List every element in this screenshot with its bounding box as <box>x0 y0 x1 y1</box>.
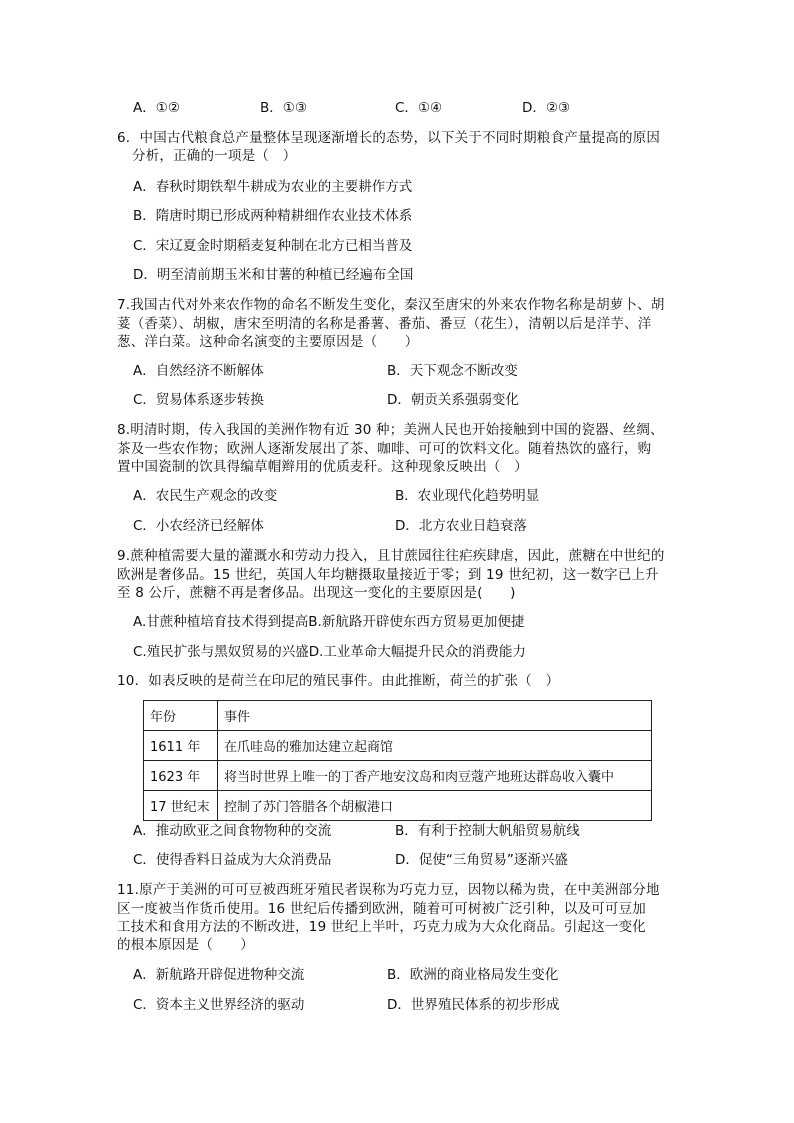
table-cell-event: 在爪哇岛的雅加达建立起商馆 <box>218 731 652 761</box>
q8-option-d: D．北方农业日趋衰落 <box>395 518 527 534</box>
q11-stem-line-2: 区一度被当作货币使用。16 世纪后传播到欧洲，随着可可树被广泛引种，以及可可豆加 <box>117 901 646 917</box>
q11-option-b: B．欧洲的商业格局发生变化 <box>387 967 559 983</box>
q8-option-b: B．农业现代化趋势明显 <box>395 488 540 504</box>
q6-option-c: C．宋辽夏金时期稻麦复种制在北方已相当普及 <box>133 238 413 254</box>
q6-option-a: A．春秋时期铁犁牛耕成为农业的主要耕作方式 <box>133 179 413 195</box>
q10-option-a: A．推动欧亚之间食物物种的交流 <box>133 823 332 839</box>
q7-option-b: B．天下观念不断改变 <box>387 363 518 379</box>
q8-stem-line-1: 8.明清时期，传入我国的美洲作物有近 30 种；美洲人民也开始接触到中国的瓷器、丝绸、 <box>117 422 664 438</box>
table-header-year: 年份 <box>144 701 218 731</box>
q9-stem-line-2: 欧洲是奢侈品。15 世纪，英国人年均糖摄取量接近于零；到 19 世纪初，这一数字已上升 <box>117 567 659 583</box>
q7-option-a: A．自然经济不断解体 <box>133 363 264 379</box>
q8-stem-line-3: 置中国瓷制的饮具得编草帽辫用的优质麦秆。这种现象反映出（ ） <box>117 459 528 475</box>
q5-option-d: D．②③ <box>522 100 571 116</box>
q6-stem-line-1: 6．中国古代粮食总产量整体呈现逐渐增长的态势，以下关于不同时期粮食产量提高的原因 <box>117 130 661 146</box>
q6-option-b: B．隋唐时期已形成两种精耕细作农业技术体系 <box>133 208 413 224</box>
q10-option-d: D．促使“三角贸易”逐渐兴盛 <box>395 852 568 868</box>
q9-option-ab: A.甘蔗种植培育技术得到提高B.新航路开辟使东西方贸易更加便捷 <box>133 614 525 630</box>
q6-option-d: D．明至清前期玉米和甘薯的种植已经遍布全国 <box>133 267 414 283</box>
q5-option-b: B．①③ <box>260 100 307 116</box>
q11-stem-line-4: 的根本原因是（ ） <box>117 937 254 953</box>
q8-option-a: A．农民生产观念的改变 <box>133 488 278 504</box>
table-cell-event: 将当时世界上唯一的丁香产地安汶岛和肉豆蔻产地班达群岛收入囊中 <box>218 761 652 791</box>
q5-option-a: A．①② <box>133 100 180 116</box>
table-row <box>144 791 652 821</box>
colonial-events-table <box>143 700 652 821</box>
q7-stem-line-2: 荽（香菜）、胡椒，唐宋至明清的名称是番薯、番茄、番豆（花生），清朝以后是洋芋、洋 <box>117 316 652 332</box>
q9-stem-line-3: 至 8 公斤，蔗糖不再是奢侈品。出现这一变化的主要原因是( ) <box>117 585 516 601</box>
q8-stem-line-2: 茶及一些农作物；欧洲人逐渐发展出了茶、咖啡、可可的饮料文化。随着热饮的盛行，购 <box>117 441 652 457</box>
q9-stem-line-1: 9.蔗种植需要大量的灌溉水和劳动力投入，且甘蔗园往往疟疾肆虐，因此，蔗糖在中世纪的 <box>117 548 665 564</box>
q7-stem-line-3: 葱、洋白菜。这种命名演变的主要原因是（ ） <box>117 334 419 350</box>
q11-option-c: C．资本主义世界经济的驱动 <box>133 997 305 1013</box>
q11-option-d: D．世界殖民体系的初步形成 <box>387 997 560 1013</box>
q7-option-d: D．朝贡关系强弱变化 <box>387 392 519 408</box>
table-row <box>144 731 652 761</box>
table-header-event: 事件 <box>218 701 652 731</box>
q10-option-b: B．有利于控制大帆船贸易航线 <box>395 823 580 839</box>
table-cell-year: 1623 年 <box>144 761 218 791</box>
table-cell-year: 1611 年 <box>144 731 218 761</box>
q11-option-a: A．新航路开辟促进物种交流 <box>133 967 305 983</box>
table-row <box>144 761 652 791</box>
q10-option-c: C．使得香料日益成为大众消费品 <box>133 852 332 868</box>
table-cell-event: 控制了苏门答腊各个胡椒港口 <box>218 791 652 821</box>
q10-stem: 10．如表反映的是荷兰在印尼的殖民事件。由此推断，荷兰的扩张（ ） <box>117 673 560 689</box>
q7-option-c: C．贸易体系逐步转换 <box>133 392 264 408</box>
q11-stem-line-3: 工技术和食用方法的不断改进，19 世纪上半叶，巧克力成为大众化商品。引起这一变化 <box>117 919 646 935</box>
q9-option-cd: C.殖民扩张与黑奴贸易的兴盛D.工业革命大幅提升民众的消费能力 <box>133 644 526 660</box>
table-cell-year: 17 世纪末 <box>144 791 218 821</box>
q5-option-c: C．①④ <box>395 100 443 116</box>
q11-stem-line-1: 11.原产于美洲的可可豆被西班牙殖民者误称为巧克力豆，因物以稀为贵，在中美洲部分地 <box>117 882 660 898</box>
q7-stem-line-1: 7.我国古代对外来农作物的命名不断发生变化，秦汉至唐宋的外来农作物名称是胡萝卜、胡 <box>117 297 665 313</box>
table-header-row <box>144 701 652 731</box>
q6-stem-line-2: 分析，正确的一项是（ ） <box>132 148 297 164</box>
q8-option-c: C．小农经济已经解体 <box>133 518 264 534</box>
